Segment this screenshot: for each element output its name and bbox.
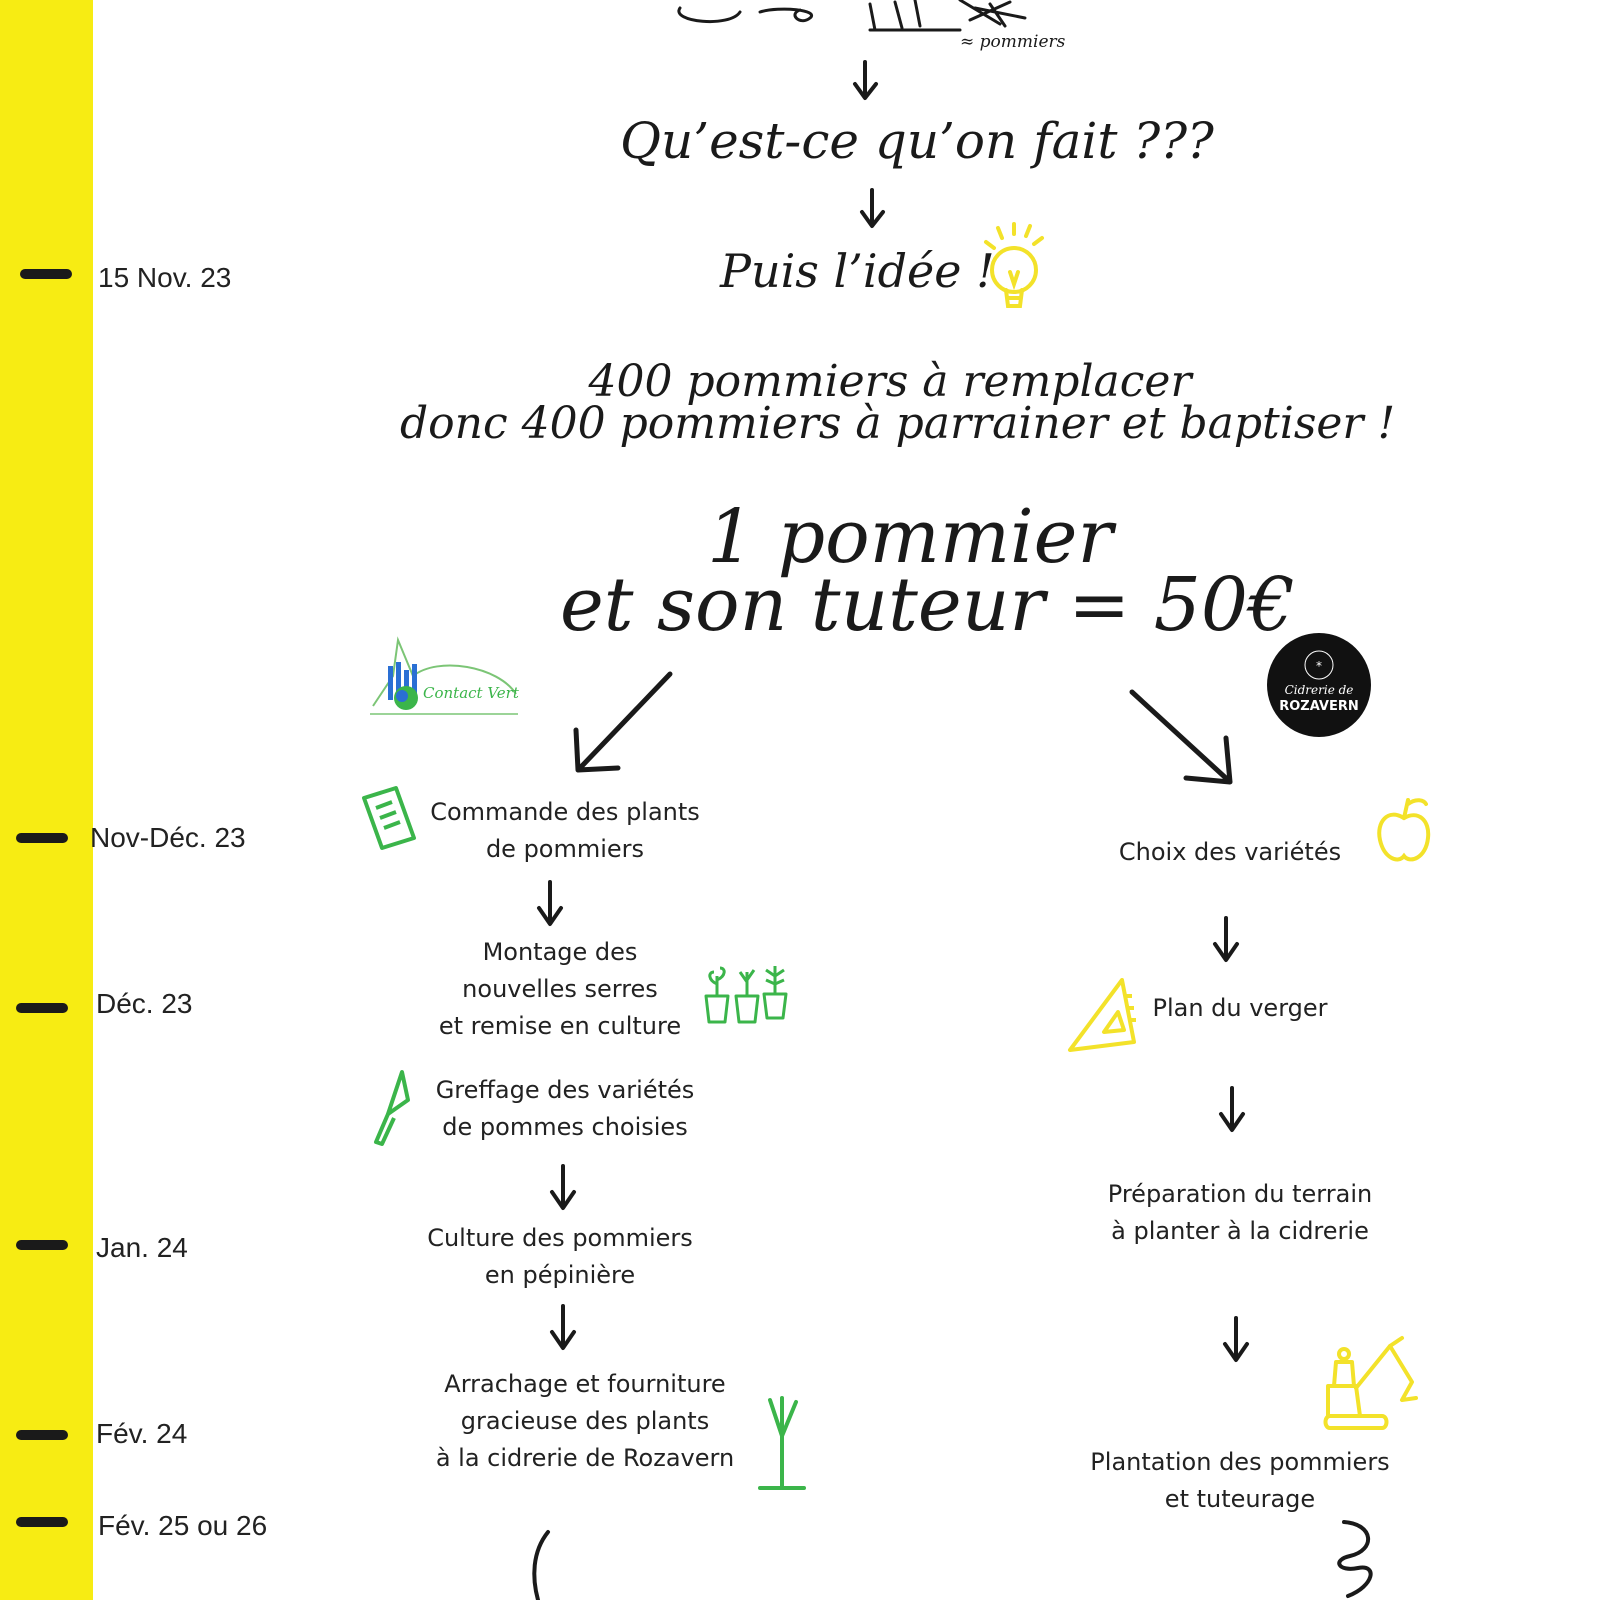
timeline-tick — [16, 833, 68, 843]
svg-text:*: * — [1316, 659, 1322, 673]
continuation-loop — [1328, 1516, 1384, 1600]
timeline-tick — [16, 1430, 68, 1440]
price-line-2: et son tuteur = 50€ — [560, 562, 1296, 648]
seedling-pots-icon — [702, 962, 794, 1028]
left-step-order: Commande des plants de pommiers — [430, 798, 700, 863]
idea-text: Puis l’idée ! — [720, 244, 995, 298]
timeline-tick — [20, 269, 72, 279]
right-step-varieties: Choix des variétés — [1118, 838, 1342, 866]
set-square-icon — [1064, 976, 1140, 1054]
arrow-down-icon — [1216, 1086, 1248, 1134]
lightbulb-icon — [980, 222, 1050, 314]
grafting-knife-icon — [372, 1070, 412, 1146]
sketch-caption: ≈ pommiers — [960, 32, 1066, 52]
rozavern-logo-line1: Cidrerie de — [1284, 683, 1354, 697]
timeline-tick — [16, 1240, 68, 1250]
arrow-down-icon — [857, 188, 887, 230]
price-line-1: 1 pommier — [707, 494, 1113, 580]
timeline-tick — [16, 1517, 68, 1527]
arrow-down-icon — [850, 60, 880, 102]
timeline-date: Nov-Déc. 23 — [90, 822, 246, 853]
timeline-date: 15 Nov. 23 — [98, 262, 232, 293]
timeline-date: Fév. 24 — [96, 1418, 188, 1449]
arrow-down-icon — [547, 1164, 579, 1212]
arrow-down-left-icon — [570, 668, 680, 778]
replace-line-1: 400 pommiers à remplacer — [588, 356, 1192, 407]
timeline-bar — [0, 0, 93, 1600]
timeline-date: Déc. 23 — [96, 988, 193, 1019]
replace-line-2: donc 400 pommiers à parrainer et baptiser ! — [400, 398, 1396, 449]
arrow-down-icon — [547, 1304, 579, 1352]
timeline-date: Fév. 25 ou 26 — [98, 1510, 268, 1541]
right-step-ground-prep: Préparation du terrain à planter à la cidrerie — [1107, 1180, 1373, 1245]
left-step-greenhouse: Montage des nouvelles serres et remise en culture — [438, 938, 682, 1040]
young-tree-icon — [756, 1396, 806, 1492]
contact-vert-logo — [368, 636, 528, 726]
left-step-grafting: Greffage des variétés de pommes choisies — [435, 1076, 695, 1141]
excavator-icon — [1320, 1328, 1424, 1432]
left-step-nursery: Culture des pommiers en pépinière — [427, 1224, 693, 1289]
timeline-date: Jan. 24 — [96, 1232, 188, 1263]
arrow-down-icon — [1210, 916, 1242, 964]
timeline-tick — [16, 1003, 68, 1013]
arrow-down-right-icon — [1126, 686, 1236, 786]
apple-icon — [1374, 794, 1434, 866]
right-step-plan: Plan du verger — [1152, 994, 1328, 1022]
arrow-down-icon — [1220, 1316, 1252, 1364]
right-step-planting: Plantation des pommiers et tuteurage — [1090, 1448, 1390, 1513]
rozavern-logo — [1266, 632, 1372, 738]
rozavern-logo-line2: ROZAVERN — [1279, 699, 1359, 714]
left-step-delivery: Arrachage et fourniture gracieuse des plants à la cidrerie de Rozavern — [435, 1370, 735, 1472]
continuation-curve — [528, 1528, 558, 1600]
contact-vert-logo-text: Contact Vert — [423, 684, 519, 702]
question-text: Qu’est-ce qu’on fait ??? — [620, 112, 1214, 170]
arrow-down-icon — [534, 880, 566, 928]
